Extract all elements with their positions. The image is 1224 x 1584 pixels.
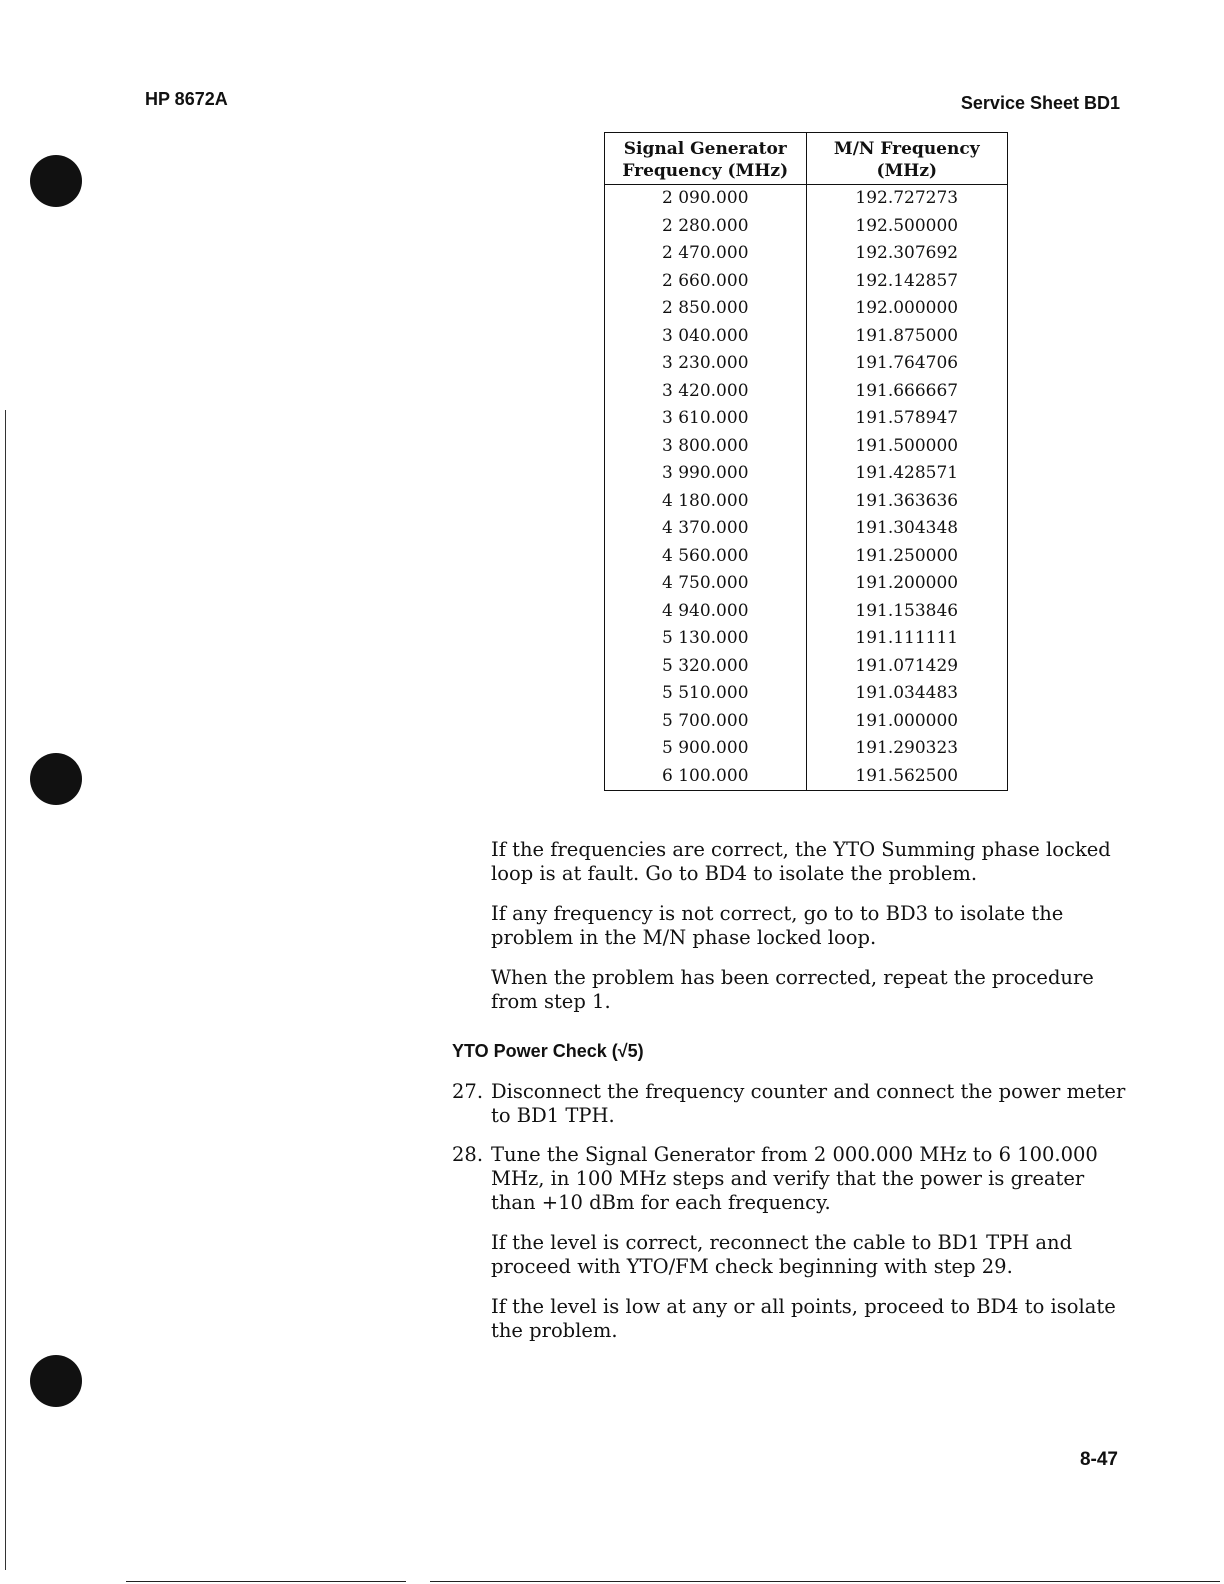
margin-line	[5, 410, 6, 1570]
signal-generator-frequency-cell: 4 940.000	[605, 598, 807, 626]
step-text: Disconnect the frequency counter and connect the power meter to BD1 TPH.	[491, 1080, 1126, 1127]
table-row	[605, 735, 1008, 763]
signal-generator-frequency-cell: 3 420.000	[605, 378, 807, 406]
mn-frequency-cell: 191.428571	[806, 460, 1008, 488]
table-row	[605, 460, 1008, 488]
mn-frequency-cell: 191.153846	[806, 598, 1008, 626]
table-row	[605, 405, 1008, 433]
mn-frequency-cell: 191.666667	[806, 378, 1008, 406]
binder-hole-middle	[30, 753, 82, 805]
mn-frequency-cell: 192.142857	[806, 268, 1008, 296]
table-row	[605, 763, 1008, 791]
step-number: 27.	[452, 1080, 484, 1103]
table-row	[605, 543, 1008, 571]
mn-frequency-cell: 191.363636	[806, 488, 1008, 516]
mn-frequency-cell: 191.764706	[806, 350, 1008, 378]
signal-generator-frequency-cell: 3 040.000	[605, 323, 807, 351]
column-header-mn-frequency: M/N Frequency (MHz)	[806, 133, 1008, 185]
mn-frequency-cell: 191.000000	[806, 708, 1008, 736]
signal-generator-frequency-cell: 3 990.000	[605, 460, 807, 488]
column-header-signal-generator: Signal Generator Frequency (MHz)	[605, 133, 807, 185]
table-row	[605, 653, 1008, 681]
mn-frequency-cell: 191.250000	[806, 543, 1008, 571]
signal-generator-frequency-cell: 2 660.000	[605, 268, 807, 296]
paragraph-correct: If the frequencies are correct, the YTO Summing phase locked loop is at fault. Go to BD4 to isolate the problem.	[491, 838, 1111, 885]
table-row	[605, 378, 1008, 406]
signal-generator-frequency-cell: 2 850.000	[605, 295, 807, 323]
section-title: YTO Power Check (√5)	[452, 1041, 644, 1061]
table-row	[605, 708, 1008, 736]
signal-generator-frequency-cell: 4 560.000	[605, 543, 807, 571]
table-row	[605, 680, 1008, 708]
paragraph-level-correct: If the level is correct, reconnect the cable to BD1 TPH and proceed with YTO/FM check beginning with step 29.	[491, 1231, 1073, 1278]
signal-generator-frequency-cell: 3 610.000	[605, 405, 807, 433]
table-row	[605, 268, 1008, 296]
mn-frequency-cell: 192.307692	[806, 240, 1008, 268]
signal-generator-frequency-cell: 3 230.000	[605, 350, 807, 378]
step-number: 28.	[452, 1143, 484, 1166]
bottom-rule	[430, 1581, 1220, 1582]
table-header-row	[605, 133, 1008, 185]
mn-frequency-cell: 191.111111	[806, 625, 1008, 653]
mn-frequency-cell: 191.304348	[806, 515, 1008, 543]
signal-generator-frequency-cell: 5 900.000	[605, 735, 807, 763]
mn-frequency-cell: 191.875000	[806, 323, 1008, 351]
document-id: HP 8672A	[145, 89, 228, 109]
table-row	[605, 323, 1008, 351]
table-row	[605, 625, 1008, 653]
mn-frequency-cell: 191.034483	[806, 680, 1008, 708]
signal-generator-frequency-cell: 2 470.000	[605, 240, 807, 268]
signal-generator-frequency-cell: 5 510.000	[605, 680, 807, 708]
table-row	[605, 598, 1008, 626]
mn-frequency-cell: 191.500000	[806, 433, 1008, 461]
mn-frequency-cell: 191.578947	[806, 405, 1008, 433]
table-row	[605, 350, 1008, 378]
mn-frequency-cell: 192.500000	[806, 213, 1008, 241]
mn-frequency-cell: 191.071429	[806, 653, 1008, 681]
signal-generator-frequency-cell: 6 100.000	[605, 763, 807, 791]
page-number: 8-47	[1079, 1449, 1118, 1470]
paragraph-not-correct: If any frequency is not correct, go to to BD3 to isolate the problem in the M/N phase locked loop.	[491, 902, 1064, 949]
table-row	[605, 433, 1008, 461]
table-row	[605, 240, 1008, 268]
signal-generator-frequency-cell: 3 800.000	[605, 433, 807, 461]
binder-hole-top	[30, 155, 82, 207]
table-row	[605, 488, 1008, 516]
signal-generator-frequency-cell: 4 180.000	[605, 488, 807, 516]
binder-hole-bottom	[30, 1355, 82, 1407]
signal-generator-frequency-cell: 5 700.000	[605, 708, 807, 736]
table-body	[605, 185, 1008, 791]
paragraph-repeat: When the problem has been corrected, repeat the procedure from step 1.	[491, 966, 1094, 1013]
signal-generator-frequency-cell: 4 750.000	[605, 570, 807, 598]
mn-frequency-cell: 191.200000	[806, 570, 1008, 598]
bottom-rule	[126, 1581, 406, 1582]
signal-generator-frequency-cell: 4 370.000	[605, 515, 807, 543]
table-row	[605, 185, 1008, 213]
signal-generator-frequency-cell: 5 130.000	[605, 625, 807, 653]
frequency-table	[604, 132, 1008, 791]
mn-frequency-cell: 191.290323	[806, 735, 1008, 763]
signal-generator-frequency-cell: 2 090.000	[605, 185, 807, 213]
mn-frequency-cell: 191.562500	[806, 763, 1008, 791]
mn-frequency-cell: 192.000000	[806, 295, 1008, 323]
paragraph-level-low: If the level is low at any or all points, proceed to BD4 to isolate the problem.	[491, 1295, 1116, 1342]
mn-frequency-cell: 192.727273	[806, 185, 1008, 213]
table-row	[605, 295, 1008, 323]
table-row	[605, 570, 1008, 598]
signal-generator-frequency-cell: 5 320.000	[605, 653, 807, 681]
table-row	[605, 515, 1008, 543]
sheet-title: Service Sheet BD1	[960, 93, 1120, 113]
table-row	[605, 213, 1008, 241]
step-text: Tune the Signal Generator from 2 000.000 MHz to 6 100.000 MHz, in 100 MHz steps and verify that the power is greater than +10 dBm for each frequency.	[491, 1143, 1098, 1214]
signal-generator-frequency-cell: 2 280.000	[605, 213, 807, 241]
